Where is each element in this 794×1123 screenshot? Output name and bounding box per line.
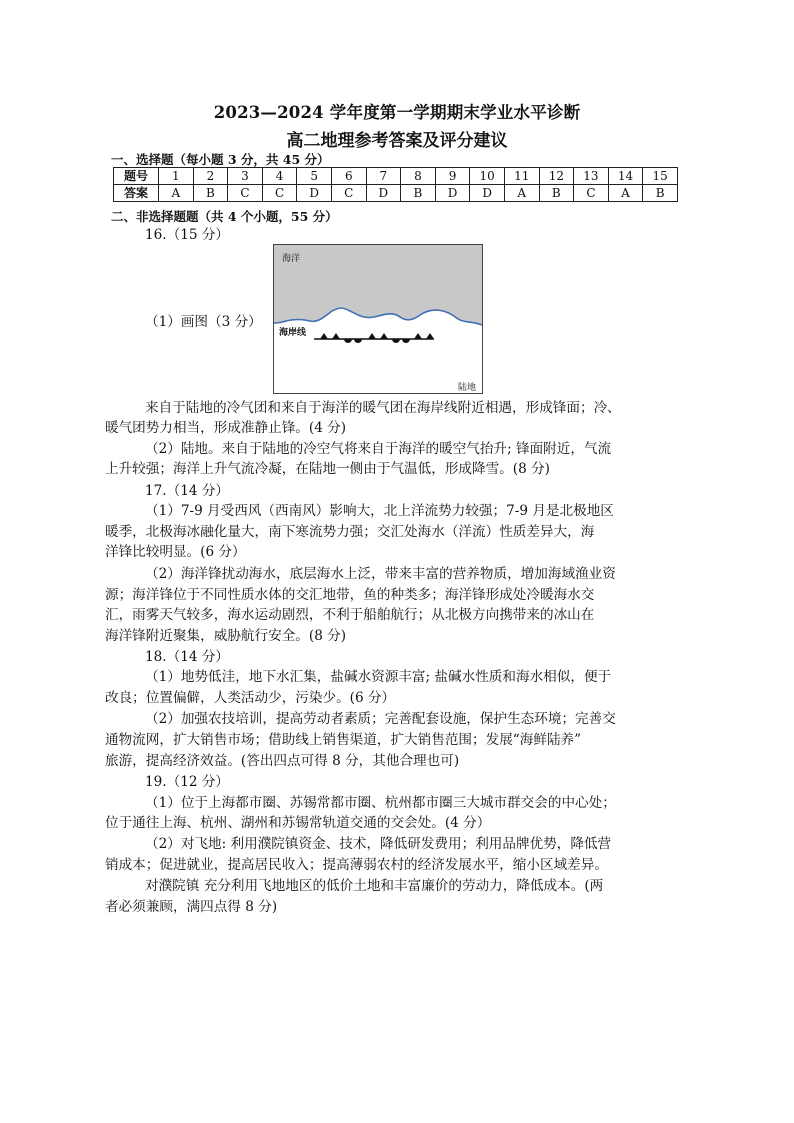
answer-cell: B — [401, 185, 436, 202]
q17-line-3: 洋锋比较明显。(6 分） — [105, 544, 246, 560]
q17-line-5: 源；海洋锋位于不同性质水体的交汇地带，鱼的种类多；海洋锋形成处冷暖海水交 — [105, 587, 595, 603]
answer-cell: D — [470, 185, 505, 202]
question-number-cell: 14 — [608, 168, 643, 185]
q18-line-4: 通物流网，扩大销售市场；借助线上销售渠道，扩大销售范围；发展“海鲜陆养” — [105, 732, 582, 748]
answer-cell: B — [643, 185, 678, 202]
answer-cell: B — [193, 185, 228, 202]
answer-table — [113, 167, 678, 202]
answer-cell: C — [262, 185, 297, 202]
front-semicircle — [354, 339, 362, 343]
front-triangle — [426, 333, 434, 339]
question-number-cell: 4 — [262, 168, 297, 185]
document-subtitle: 高二地理参考答案及评分建议 — [286, 131, 508, 151]
answer-cell: C — [331, 185, 366, 202]
q19-line-1: （1）位于上海都市圈、苏锡常都市圈、杭州都市圈三大城市群交会的中心处； — [145, 795, 616, 811]
answer-cell: A — [159, 185, 194, 202]
q18-line-1: （1）地势低洼，地下水汇集，盐碱水资源丰富; 盐碱水性质和海水相似，便于 — [145, 669, 612, 685]
section-1-heading: 一、选择题（每小题 3 分，共 45 分） — [111, 152, 330, 167]
question-number-cell: 13 — [574, 168, 609, 185]
question-number-cell: 7 — [366, 168, 401, 185]
question-number-cell: 2 — [193, 168, 228, 185]
ocean-area — [274, 245, 482, 325]
q16-line-3: （2）陆地。来自于陆地的冷空气将来自于海洋的暖空气抬升; 锋面附近，气流 — [145, 441, 612, 457]
ocean-label: 海洋 — [282, 254, 301, 264]
q19-line-3: （2）对飞地: 利用濮院镇资金、技术，降低研发费用；利用品牌优势，降低营 — [145, 836, 612, 852]
land-label: 陆地 — [458, 383, 477, 393]
front-triangle — [380, 333, 388, 339]
q19-line-6: 者必须兼顾，满四点得 8 分) — [105, 899, 278, 915]
q19-line-5: 对濮院镇 充分利用飞地地区的低价土地和丰富廉价的劳动力，降低成本。(两 — [145, 878, 604, 894]
front-semicircle — [402, 339, 410, 343]
front-triangle — [368, 333, 376, 339]
front-triangle — [414, 333, 422, 339]
answer-cell: C — [228, 185, 263, 202]
q17-line-1: （1）7-9 月受西风（西南风）影响大，北上洋流势力较强；7-9 月是北极地区 — [145, 503, 614, 519]
q18-line-5: 旅游，提高经济效益。(答出四点可得 8 分，其他合理也可) — [105, 753, 460, 769]
question-number-cell: 6 — [331, 168, 366, 185]
q18-line-3: （2）加强农技培训，提高劳动者素质；完善配套设施，保护生态环境；完善交 — [145, 711, 616, 727]
cold-front-triangles — [320, 333, 434, 339]
q19-header: 19.（12 分） — [145, 774, 230, 790]
question-number-cell: 8 — [401, 168, 436, 185]
front-semicircle — [392, 339, 400, 343]
answer-cell: C — [574, 185, 609, 202]
question-number-cell: 15 — [643, 168, 678, 185]
coastline-label: 海岸线 — [279, 328, 307, 338]
front-semicircle — [344, 339, 352, 343]
q19-line-2: 位于通往上海、杭州、湖州和苏锡常轨道交通的交会处。(4 分） — [105, 815, 491, 831]
front-triangle — [332, 333, 340, 339]
answer-cell: A — [608, 185, 643, 202]
table-row-answers — [114, 185, 678, 202]
q17-line-6: 汇，雨雾天气较多，海水运动剧烈，不利于船舶航行；从北极方向携带来的冰山在 — [105, 607, 595, 623]
row-label-number: 题号 — [114, 168, 159, 185]
q16-header: 16.（15 分） — [145, 227, 230, 243]
q16-line-2: 暖气团势力相当，形成准静止锋。(4 分) — [105, 420, 347, 436]
answer-cell: B — [539, 185, 574, 202]
answer-cell: D — [366, 185, 401, 202]
q17-line-4: （2）海洋锋扰动海水，底层海水上泛，带来丰富的营养物质，增加海域渔业资 — [145, 566, 616, 582]
question-number-cell: 3 — [228, 168, 263, 185]
q19-line-4: 销成本；促进就业，提高居民收入；提高薄弱农村的经济发展水平，缩小区域差异。 — [105, 857, 608, 873]
q17-line-2: 暖季，北极海冰融化量大，南下寒流势力强；交汇处海水（洋流）性质差异大，海 — [105, 524, 595, 540]
question-number-cell: 10 — [470, 168, 505, 185]
question-number-cell: 12 — [539, 168, 574, 185]
front-diagram — [273, 244, 483, 394]
front-diagram-svg — [274, 245, 482, 393]
q17-header: 17.（14 分） — [145, 483, 230, 499]
table-row-numbers — [114, 168, 678, 185]
front-triangle — [320, 333, 328, 339]
q17-line-7: 海洋锋附近聚集，威胁航行安全。(8 分) — [105, 628, 347, 644]
answer-cell: D — [297, 185, 332, 202]
question-number-cell: 5 — [297, 168, 332, 185]
answer-cell: A — [504, 185, 539, 202]
document-title: 2023—2024 学年度第一学期期末学业水平诊断 — [213, 103, 581, 122]
q18-line-2: 改良；位置偏僻，人类活动少，污染少。(6 分） — [105, 690, 396, 706]
section-2-heading: 二、非选择题题（共 4 个小题，55 分） — [111, 209, 338, 224]
question-number-cell: 1 — [159, 168, 194, 185]
q16-line-1: 来自于陆地的冷气团和来自于海洋的暖气团在海岸线附近相遇，形成锋面；冷、 — [145, 400, 621, 416]
q18-header: 18.（14 分） — [145, 649, 230, 665]
q16-draw-label: （1）画图（3 分） — [145, 314, 262, 330]
question-number-cell: 9 — [435, 168, 470, 185]
row-label-answer: 答案 — [114, 185, 159, 202]
answer-cell: D — [435, 185, 470, 202]
question-number-cell: 11 — [504, 168, 539, 185]
q16-line-4: 上升较强；海洋上升气流冷凝，在陆地一侧由于气温低，形成降雪。(8 分) — [105, 461, 550, 477]
